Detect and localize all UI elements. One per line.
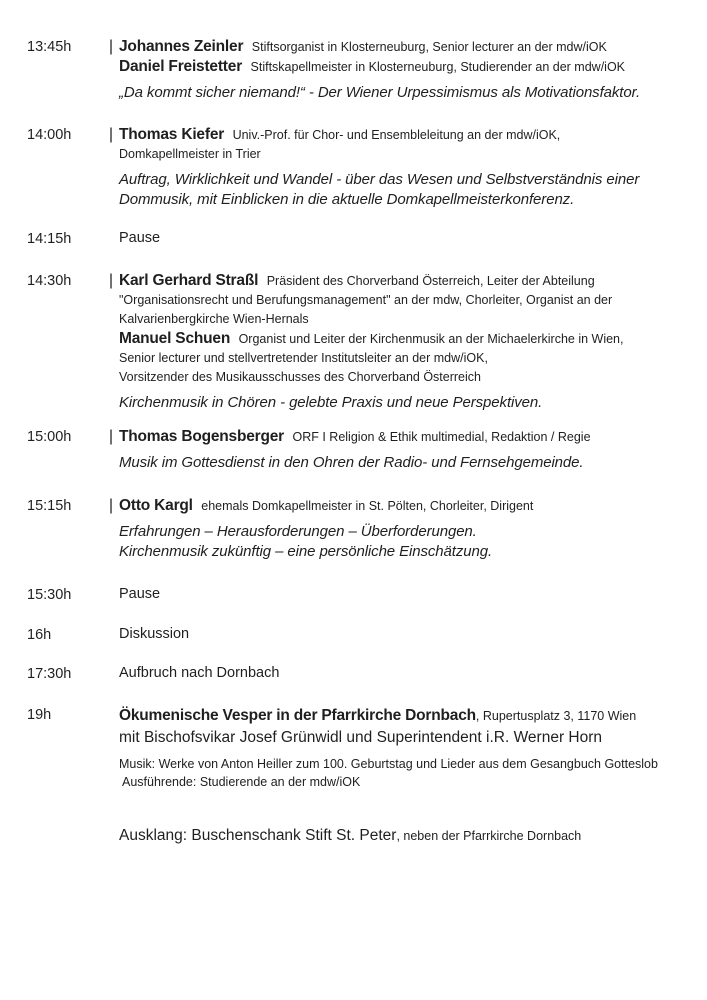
schedule-row (0, 37, 707, 103)
event-title-line (119, 705, 707, 727)
schedule-row (0, 271, 707, 413)
time-label: 14:15h (27, 231, 72, 247)
time-label: 15:15h (27, 498, 72, 514)
row-content (119, 826, 707, 846)
speaker-name: Thomas Kiefer (119, 126, 225, 143)
speaker-name: Manuel Schuen (119, 330, 231, 347)
speaker-name: Otto Kargl (119, 497, 193, 514)
speaker-role-continuation: Kalvarienbergkirche Wien-Hernals (119, 312, 309, 326)
schedule-row (0, 585, 707, 604)
schedule-row (0, 496, 707, 562)
speaker-role: Präsident des Chorverband Österreich, Leiter der Abteilung (266, 274, 595, 288)
agenda-item-label: Pause (119, 230, 161, 246)
row-content (109, 125, 707, 210)
schedule-row (0, 664, 707, 683)
speaker-role-continuation: Senior lecturer und stellvertretender Institutsleiter an der mdw/iOK, (119, 351, 488, 365)
speaker-role: Univ.-Prof. für Chor- und Ensembleleitung an der mdw/iOK, (232, 128, 561, 142)
row-content (119, 625, 707, 644)
time-label: 19h (27, 707, 52, 723)
event-details (119, 755, 707, 791)
speaker-line (109, 496, 707, 516)
pipe-separator: | (109, 272, 114, 289)
schedule-row (0, 229, 707, 248)
speaker-line (109, 37, 707, 57)
talk-title-line: Musik im Gottesdienst in den Ohren der Radio- und Fernsehgemeinde. (119, 454, 584, 471)
time-label: 14:30h (27, 273, 72, 289)
speaker-line (109, 271, 707, 291)
speaker-role: Stiftsorganist in Klosterneuburg, Senior lecturer an der mdw/iOK (251, 40, 607, 54)
speaker-role-continuation: Vorsitzender des Musikausschusses des Chorverband Österreich (119, 370, 481, 384)
closing-line (119, 826, 707, 846)
speaker-role: Organist und Leiter der Kirchenmusik an der Michaelerkirche in Wien, (238, 332, 624, 346)
row-content (119, 705, 707, 791)
speaker-name: Johannes Zeinler (119, 38, 244, 55)
speaker-role: ORF I Religion & Ethik multimedial, Redaktion / Regie (292, 430, 591, 444)
speaker-name: Karl Gerhard Straßl (119, 272, 259, 289)
time-label: 14:00h (27, 127, 72, 143)
speaker-name: Thomas Bogensberger (119, 428, 285, 445)
time-label: 16h (27, 627, 52, 643)
talk-title-line: Auftrag, Wirklichkeit und Wandel - über das Wesen und Selbstverständnis einer (119, 171, 640, 188)
time-label: 15:00h (27, 429, 72, 445)
row-content (109, 271, 707, 413)
speaker-line (109, 427, 707, 447)
event-detail-line: Ausführende: Studierende an der mdw/iOK (122, 775, 361, 789)
speaker-role: Stiftskapellmeister in Klosterneuburg, Studierender an der mdw/iOK (250, 60, 626, 74)
speaker-role-continuation: "Organisationsrecht und Berufungsmanagement" an der mdw, Chorleiter, Organist an der (119, 293, 613, 307)
schedule-row (0, 705, 707, 791)
pipe-separator: | (109, 38, 114, 55)
agenda-item-label: Aufbruch nach Dornbach (119, 665, 280, 681)
schedule-row (0, 826, 707, 846)
talk-title-line: Kirchenmusik in Chören - gelebte Praxis und neue Perspektiven. (119, 394, 543, 411)
talk-title-line: Dommusik, mit Einblicken in die aktuelle Domkapellmeisterkonferenz. (119, 191, 575, 208)
agenda-item-label: Diskussion (119, 626, 190, 642)
time-label: 15:30h (27, 587, 72, 603)
speaker-line (109, 125, 707, 145)
row-content (109, 496, 707, 562)
speaker-role-continuation: Domkapellmeister in Trier (119, 147, 261, 161)
time-label: 17:30h (27, 666, 72, 682)
agenda-item-label: Pause (119, 586, 161, 602)
pipe-separator: | (109, 428, 114, 445)
row-content (109, 427, 707, 473)
speaker-role: ehemals Domkapellmeister in St. Pölten, Chorleiter, Dirigent (201, 499, 534, 513)
talk-title-line: „Da kommt sicher niemand!“ - Der Wiener Urpessimismus als Motivationsfaktor. (119, 84, 641, 101)
event-location: , Rupertusplatz 3, 1170 Wien (475, 709, 637, 723)
closing-detail: , neben der Pfarrkirche Dornbach (396, 829, 582, 843)
row-content (119, 585, 707, 604)
schedule-row (0, 625, 707, 644)
time-label: 13:45h (27, 39, 72, 55)
row-content (109, 37, 707, 103)
row-content (119, 229, 707, 248)
closing-main: Ausklang: Buschenschank Stift St. Peter (119, 827, 397, 844)
speaker-line (119, 57, 707, 77)
speaker-line (119, 329, 707, 349)
schedule-row (0, 125, 707, 210)
talk-title-line: Erfahrungen – Herausforderungen – Überforderungen. (119, 523, 477, 540)
event-title: Ökumenische Vesper in der Pfarrkirche Dornbach (119, 707, 476, 724)
speaker-name: Daniel Freistetter (119, 58, 243, 75)
event-detail-line: Musik: Werke von Anton Heiller zum 100. Geburtstag und Lieder aus dem Gesangbuch Gotteslob (119, 757, 658, 771)
event-subtitle: mit Bischofsvikar Josef Grünwidl und Superintendent i.R. Werner Horn (119, 729, 603, 746)
pipe-separator: | (109, 126, 114, 143)
talk-title-line: Kirchenmusik zukünftig – eine persönliche Einschätzung. (119, 543, 493, 560)
pipe-separator: | (109, 497, 114, 514)
row-content (119, 664, 707, 683)
schedule-row (0, 427, 707, 473)
